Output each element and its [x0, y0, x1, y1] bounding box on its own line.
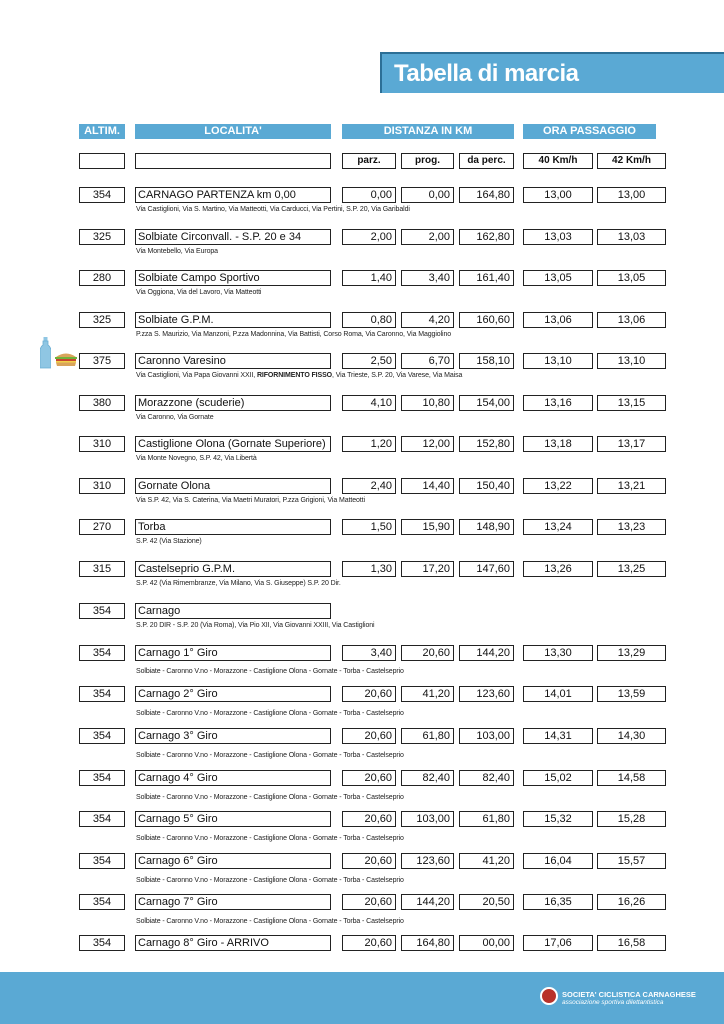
time-40kmh-cell: 13,00 — [523, 187, 593, 203]
time-42kmh-cell: 13,23 — [597, 519, 666, 535]
header-altim: ALTIM. — [79, 124, 125, 139]
altitude-cell: 354 — [79, 811, 125, 827]
altitude-cell: 354 — [79, 686, 125, 702]
progressive-km-cell: 144,20 — [401, 894, 454, 910]
route-streets: Via Castiglioni, Via S. Martino, Via Matteotti, Via Carducci, Via Pertini, S.P. 20, Via Garibaldi — [136, 206, 410, 213]
altitude-cell: 354 — [79, 935, 125, 951]
location-cell: Carnago 2° Giro — [135, 686, 331, 702]
remaining-km-cell: 20,50 — [459, 894, 514, 910]
header-ora: ORA PASSAGGIO — [523, 124, 656, 139]
time-42kmh-cell: 13,10 — [597, 353, 666, 369]
location-cell: Castelseprio G.P.M. — [135, 561, 331, 577]
remaining-km-cell: 103,00 — [459, 728, 514, 744]
time-42kmh-cell: 16,58 — [597, 935, 666, 951]
time-40kmh-cell: 13,16 — [523, 395, 593, 411]
altitude-cell: 354 — [79, 894, 125, 910]
time-40kmh-cell: 14,31 — [523, 728, 593, 744]
partial-km-cell: 20,60 — [342, 728, 396, 744]
time-40kmh-cell: 13,24 — [523, 519, 593, 535]
water-bottle-icon — [40, 337, 51, 369]
progressive-km-cell: 41,20 — [401, 686, 454, 702]
time-40kmh-cell: 13,05 — [523, 270, 593, 286]
location-cell: Carnago 4° Giro — [135, 770, 331, 786]
remaining-km-cell: 41,20 — [459, 853, 514, 869]
progressive-km-cell: 0,00 — [401, 187, 454, 203]
time-40kmh-cell: 13,26 — [523, 561, 593, 577]
altitude-cell: 380 — [79, 395, 125, 411]
altitude-cell: 375 — [79, 353, 125, 369]
route-streets: P.zza S. Maurizio, Via Manzoni, P.zza Madonnina, Via Battisti, Corso Roma, Via Caronno, Via Maggiolino — [136, 331, 452, 338]
route-streets: Via Montebello, Via Europa — [136, 248, 218, 255]
refreshment-note: RIFORNIMENTO FISSO — [256, 372, 333, 379]
time-42kmh-cell: 13,05 — [597, 270, 666, 286]
altitude-cell: 354 — [79, 187, 125, 203]
partial-km-cell: 4,10 — [342, 395, 396, 411]
route-streets: S.P. 20 DIR - S.P. 20 (Via Roma), Via Pio XII, Via Giovanni XXIII, Via Castiglioni — [136, 622, 375, 629]
time-42kmh-cell: 13,03 — [597, 229, 666, 245]
remaining-km-cell: 164,80 — [459, 187, 514, 203]
remaining-km-cell: 144,20 — [459, 645, 514, 661]
location-cell: Castiglione Olona (Gornate Superiore) — [135, 436, 331, 452]
time-40kmh-cell: 17,06 — [523, 935, 593, 951]
time-42kmh-cell: 13,59 — [597, 686, 666, 702]
progressive-km-cell: 61,80 — [401, 728, 454, 744]
route-streets: Solbiate - Caronno V.no - Morazzone - Castiglione Olona - Gornate - Torba - Castelseprio — [136, 918, 404, 925]
progressive-km-cell: 3,40 — [401, 270, 454, 286]
location-cell: Carnago 7° Giro — [135, 894, 331, 910]
route-streets: Solbiate - Caronno V.no - Morazzone - Castiglione Olona - Gornate - Torba - Castelseprio — [136, 794, 404, 801]
route-streets: Via S.P. 42, Via S. Caterina, Via Maetri Muratori, P.zza Grigioni, Via Matteotti — [136, 497, 365, 504]
altitude-cell: 315 — [79, 561, 125, 577]
altitude-cell: 325 — [79, 312, 125, 328]
partial-km-cell: 1,20 — [342, 436, 396, 452]
time-42kmh-cell: 13,29 — [597, 645, 666, 661]
progressive-km-cell: 2,00 — [401, 229, 454, 245]
header-localita: LOCALITA' — [135, 124, 331, 139]
altitude-cell: 270 — [79, 519, 125, 535]
route-streets: S.P. 42 (Via Rimembranze, Via Milano, Via S. Giuseppe) S.P. 20 Dir. — [136, 580, 341, 587]
partial-km-cell: 2,40 — [342, 478, 396, 494]
progressive-km-cell: 164,80 — [401, 935, 454, 951]
time-40kmh-cell: 13,10 — [523, 353, 593, 369]
time-40kmh-cell: 16,35 — [523, 894, 593, 910]
altitude-cell: 354 — [79, 853, 125, 869]
location-cell: Carnago 8° Giro - ARRIVO — [135, 935, 331, 951]
remaining-km-cell: 162,80 — [459, 229, 514, 245]
route-streets: Solbiate - Caronno V.no - Morazzone - Castiglione Olona - Gornate - Torba - Castelseprio — [136, 835, 404, 842]
partial-km-cell: 20,60 — [342, 770, 396, 786]
location-cell: Carnago 1° Giro — [135, 645, 331, 661]
time-42kmh-cell: 15,57 — [597, 853, 666, 869]
route-streets-start: Via Castiglioni, Via Papa Giovanni XXII, — [136, 372, 257, 379]
time-42kmh-cell: 13,06 — [597, 312, 666, 328]
route-streets — [136, 372, 462, 379]
subheader-prog: prog. — [401, 153, 454, 169]
partial-km-cell: 20,60 — [342, 811, 396, 827]
time-42kmh-cell: 14,58 — [597, 770, 666, 786]
partial-km-cell: 1,50 — [342, 519, 396, 535]
progressive-km-cell: 103,00 — [401, 811, 454, 827]
remaining-km-cell: 00,00 — [459, 935, 514, 951]
time-42kmh-cell: 14,30 — [597, 728, 666, 744]
time-42kmh-cell: 13,15 — [597, 395, 666, 411]
time-40kmh-cell: 14,01 — [523, 686, 593, 702]
location-cell: Solbiate Circonvall. - S.P. 20 e 34 — [135, 229, 331, 245]
partial-km-cell: 0,00 — [342, 187, 396, 203]
time-42kmh-cell: 13,17 — [597, 436, 666, 452]
remaining-km-cell: 160,60 — [459, 312, 514, 328]
progressive-km-cell: 14,40 — [401, 478, 454, 494]
altitude-cell: 354 — [79, 728, 125, 744]
partial-km-cell: 0,80 — [342, 312, 396, 328]
remaining-km-cell: 123,60 — [459, 686, 514, 702]
location-cell: Carnago 5° Giro — [135, 811, 331, 827]
route-streets: Via Oggiona, Via del Lavoro, Via Matteotti — [136, 289, 262, 296]
time-40kmh-cell: 13,30 — [523, 645, 593, 661]
route-streets: Solbiate - Caronno V.no - Morazzone - Castiglione Olona - Gornate - Torba - Castelseprio — [136, 752, 404, 759]
remaining-km-cell: 152,80 — [459, 436, 514, 452]
club-name: SOCIETA' CICLISTICA CARNAGHESE — [562, 990, 696, 999]
subheader-localita-blank — [135, 153, 331, 169]
subheader-altim-blank — [79, 153, 125, 169]
time-40kmh-cell: 13,18 — [523, 436, 593, 452]
time-40kmh-cell: 15,02 — [523, 770, 593, 786]
location-cell: Torba — [135, 519, 331, 535]
time-40kmh-cell: 13,22 — [523, 478, 593, 494]
location-cell: Solbiate Campo Sportivo — [135, 270, 331, 286]
route-streets: Via Monte Novegno, S.P. 42, Via Libertà — [136, 455, 257, 462]
progressive-km-cell: 82,40 — [401, 770, 454, 786]
partial-km-cell: 20,60 — [342, 894, 396, 910]
partial-km-cell: 2,50 — [342, 353, 396, 369]
header-distanza: DISTANZA IN KM — [342, 124, 514, 139]
time-40kmh-cell: 13,06 — [523, 312, 593, 328]
time-42kmh-cell: 13,00 — [597, 187, 666, 203]
remaining-km-cell: 154,00 — [459, 395, 514, 411]
route-streets: Via Caronno, Via Gornate — [136, 414, 214, 421]
subheader-parz: parz. — [342, 153, 396, 169]
progressive-km-cell: 4,20 — [401, 312, 454, 328]
progressive-km-cell: 12,00 — [401, 436, 454, 452]
time-40kmh-cell: 13,03 — [523, 229, 593, 245]
partial-km-cell: 20,60 — [342, 853, 396, 869]
progressive-km-cell: 123,60 — [401, 853, 454, 869]
remaining-km-cell: 82,40 — [459, 770, 514, 786]
title-banner — [380, 52, 724, 93]
time-40kmh-cell: 16,04 — [523, 853, 593, 869]
route-streets: Solbiate - Caronno V.no - Morazzone - Castiglione Olona - Gornate - Torba - Castelseprio — [136, 877, 404, 884]
club-subtitle: associazione sportiva dilettantistica — [562, 999, 664, 1006]
progressive-km-cell: 10,80 — [401, 395, 454, 411]
club-logo-icon — [540, 987, 558, 1005]
remaining-km-cell: 148,90 — [459, 519, 514, 535]
time-40kmh-cell: 15,32 — [523, 811, 593, 827]
altitude-cell: 310 — [79, 478, 125, 494]
time-42kmh-cell: 13,21 — [597, 478, 666, 494]
route-streets-end: , Via Trieste, S.P. 20, Via Varese, Via Maisa — [332, 372, 463, 379]
location-cell: CARNAGO PARTENZA km 0,00 — [135, 187, 331, 203]
altitude-cell: 280 — [79, 270, 125, 286]
partial-km-cell: 1,30 — [342, 561, 396, 577]
remaining-km-cell: 147,60 — [459, 561, 514, 577]
altitude-cell: 325 — [79, 229, 125, 245]
location-cell: Carnago 6° Giro — [135, 853, 331, 869]
route-streets: S.P. 42 (Via Stazione) — [136, 538, 202, 545]
location-cell: Gornate Olona — [135, 478, 331, 494]
location-cell: Carnago — [135, 603, 331, 619]
time-42kmh-cell: 15,28 — [597, 811, 666, 827]
progressive-km-cell: 6,70 — [401, 353, 454, 369]
partial-km-cell: 20,60 — [342, 935, 396, 951]
remaining-km-cell: 161,40 — [459, 270, 514, 286]
page-title: Tabella di marcia — [394, 60, 579, 87]
remaining-km-cell: 61,80 — [459, 811, 514, 827]
location-cell: Morazzone (scuderie) — [135, 395, 331, 411]
altitude-cell: 354 — [79, 603, 125, 619]
remaining-km-cell: 150,40 — [459, 478, 514, 494]
progressive-km-cell: 20,60 — [401, 645, 454, 661]
partial-km-cell: 3,40 — [342, 645, 396, 661]
time-42kmh-cell: 16,26 — [597, 894, 666, 910]
route-streets: Solbiate - Caronno V.no - Morazzone - Castiglione Olona - Gornate - Torba - Castelseprio — [136, 710, 404, 717]
sandwich-icon — [55, 352, 77, 366]
partial-km-cell: 2,00 — [342, 229, 396, 245]
altitude-cell: 310 — [79, 436, 125, 452]
location-cell: Caronno Varesino — [135, 353, 331, 369]
location-cell: Carnago 3° Giro — [135, 728, 331, 744]
subheader-42kmh: 42 Km/h — [597, 153, 666, 169]
partial-km-cell: 20,60 — [342, 686, 396, 702]
progressive-km-cell: 17,20 — [401, 561, 454, 577]
remaining-km-cell: 158,10 — [459, 353, 514, 369]
altitude-cell: 354 — [79, 645, 125, 661]
partial-km-cell: 1,40 — [342, 270, 396, 286]
progressive-km-cell: 15,90 — [401, 519, 454, 535]
time-42kmh-cell: 13,25 — [597, 561, 666, 577]
route-streets: Solbiate - Caronno V.no - Morazzone - Castiglione Olona - Gornate - Torba - Castelseprio — [136, 668, 404, 675]
location-cell: Solbiate G.P.M. — [135, 312, 331, 328]
altitude-cell: 354 — [79, 770, 125, 786]
subheader-da-perc: da perc. — [459, 153, 514, 169]
subheader-40kmh: 40 Km/h — [523, 153, 593, 169]
